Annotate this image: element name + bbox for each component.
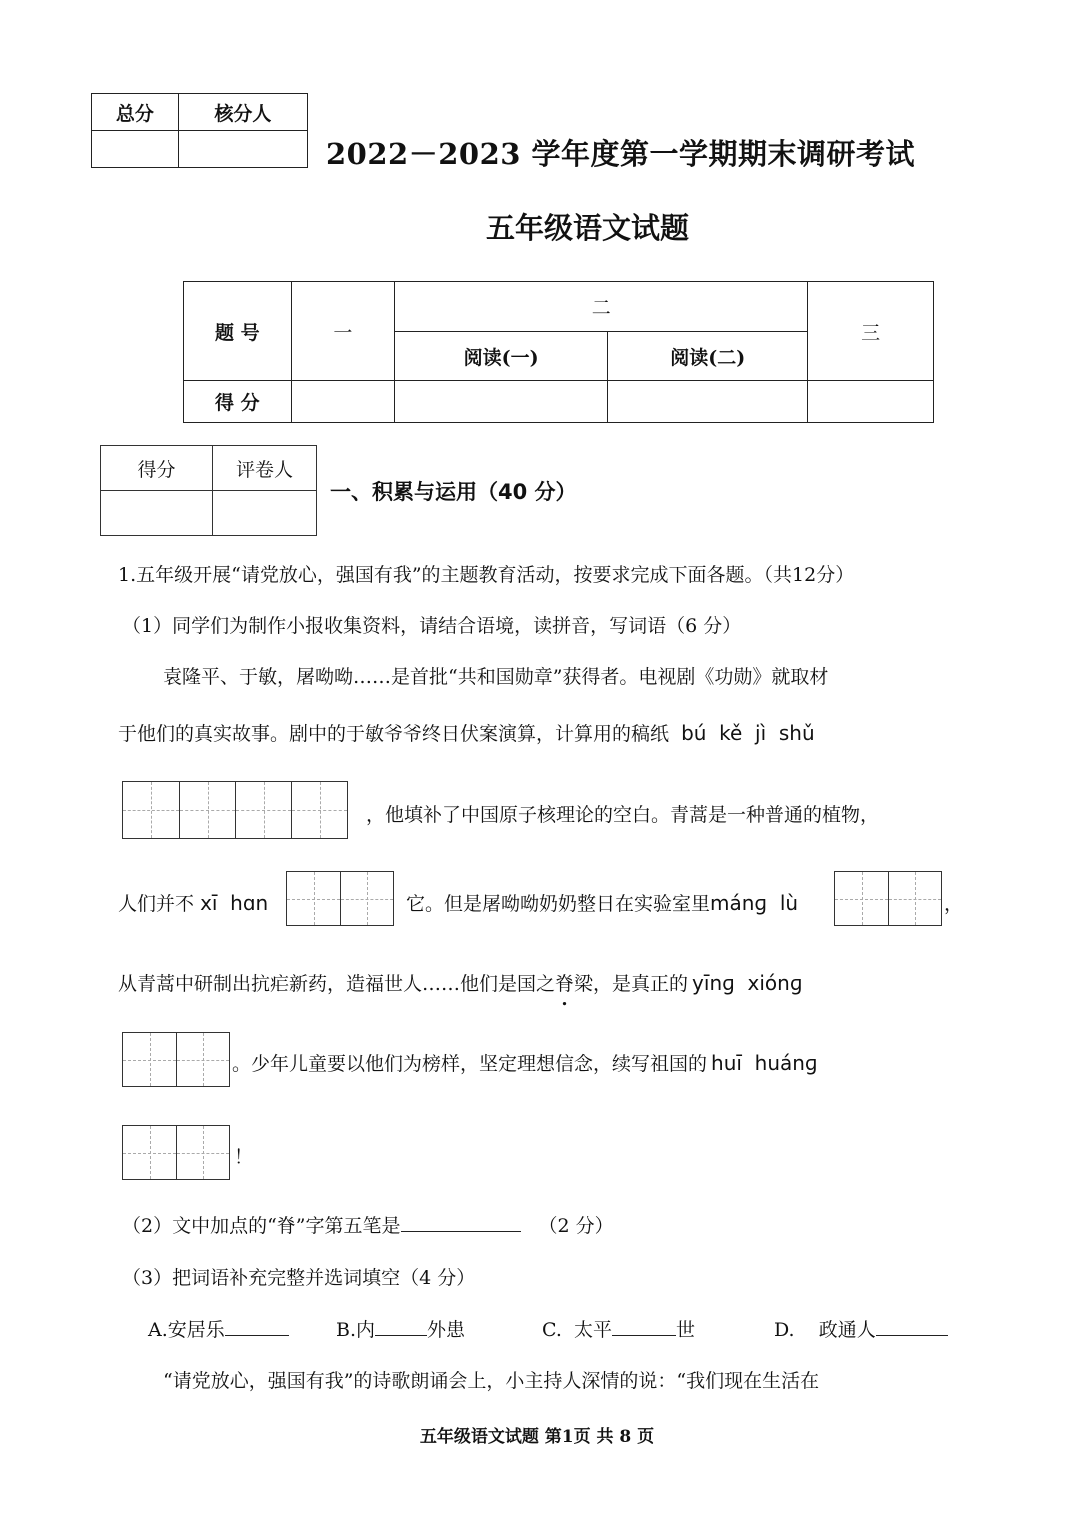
exam-subtitle: 五年级语文试题 — [486, 211, 690, 245]
grader-name-cell[interactable] — [213, 491, 317, 536]
answer-cell[interactable] — [835, 872, 888, 925]
passage-line-6 — [232, 1049, 818, 1076]
passage-line-7: ！ — [234, 1146, 254, 1168]
answer-cell[interactable] — [179, 782, 235, 838]
pinyin-xi-han: xī hɑn — [200, 891, 269, 915]
option-b — [336, 1315, 465, 1342]
answer-cell[interactable] — [176, 1033, 229, 1086]
answer-cell[interactable] — [123, 1126, 176, 1179]
answer-blank-stroke[interactable] — [401, 1213, 521, 1232]
answer-cell[interactable] — [123, 1033, 176, 1086]
score-row-label: 得 分 — [184, 381, 292, 423]
pinyin-bu-ke-ji-shu: bú kě jì shǔ — [681, 721, 815, 745]
option-d — [774, 1315, 948, 1342]
answer-cell[interactable] — [888, 872, 941, 925]
option-d-blank[interactable] — [876, 1317, 948, 1336]
grader-name-label: 评卷人 — [213, 446, 317, 491]
passage-line-5-text-b: 梁，是真正的 — [574, 973, 689, 995]
passage-line-2-text: 于他们的真实故事。剧中的于敏爷爷终日伏案演算，计算用的稿纸 — [118, 723, 670, 745]
section-one-header: 一 — [291, 282, 395, 381]
question-1-part-3: （3）把词语补充完整并选词填空（4 分） — [122, 1267, 476, 1289]
dotted-character: 脊 — [555, 973, 575, 995]
question-1-part-1: （1）同学们为制作小报收集资料，请结合语境，读拼音，写词语（6 分） — [122, 615, 742, 637]
score-checker-cell[interactable] — [178, 131, 307, 168]
total-score-table — [91, 93, 308, 168]
answer-cell[interactable] — [123, 782, 179, 838]
passage-line-3: ，他填补了中国原子核理论的空白。青蒿是一种普通的植物， — [366, 804, 880, 826]
option-c-blank[interactable] — [612, 1317, 676, 1336]
option-b-text-a: B.内 — [336, 1319, 376, 1341]
question-1-part-2-points: （2 分） — [538, 1215, 614, 1237]
answer-cell[interactable] — [235, 782, 291, 838]
answer-cell[interactable] — [176, 1126, 229, 1179]
answer-box-xi-han[interactable] — [286, 871, 394, 926]
question-1-part-2 — [122, 1211, 614, 1238]
score-checker-label: 核分人 — [178, 94, 307, 131]
option-b-blank[interactable] — [375, 1317, 427, 1336]
pinyin-ying-xiong: yīnɡ xiónɡ — [692, 971, 803, 995]
passage-line-4a-text: 人们并不 — [118, 893, 195, 915]
score-cell-reading-one[interactable] — [395, 381, 608, 423]
passage-line-4b — [406, 889, 798, 916]
passage-line-5-text-a: 从青蒿中研制出抗疟新药，造福世人……他们是国之 — [118, 973, 556, 995]
reading-one-header: 阅读(一) — [395, 332, 608, 381]
passage-line-4a — [118, 889, 268, 916]
answer-cell[interactable] — [287, 872, 340, 925]
exam-title: 2022－2023 学年度第一学期期末调研考试 — [326, 137, 916, 171]
question-1-stem: 1.五年级开展“请党放心，强国有我”的主题教育活动，按要求完成下面各题。（共12分） — [118, 564, 855, 586]
option-b-text-b: 外患 — [427, 1319, 466, 1341]
total-score-label: 总分 — [92, 94, 179, 131]
option-c-text-a: C. 太平 — [542, 1319, 612, 1341]
section-one-title: 一、积累与运用（40 分） — [330, 480, 577, 504]
passage-line-5 — [118, 969, 803, 996]
option-d-text: D. 政通人 — [774, 1319, 876, 1341]
option-a-blank[interactable] — [225, 1317, 289, 1336]
passage-line-4c: ， — [944, 893, 964, 915]
answer-box-hui-huang[interactable] — [122, 1125, 230, 1180]
passage-line-2 — [118, 719, 815, 746]
question-number-label: 题 号 — [184, 282, 292, 381]
passage-line-6-text: 。少年儿童要以他们为榜样，坚定理想信念，续写祖国的 — [232, 1053, 708, 1075]
reading-two-header: 阅读(二) — [608, 332, 808, 381]
option-a-text: A.安居乐 — [148, 1319, 225, 1341]
option-c — [542, 1315, 695, 1342]
answer-cell[interactable] — [291, 782, 347, 838]
pinyin-hui-huang: huī huánɡ — [711, 1051, 818, 1075]
score-cell-section-three[interactable] — [808, 381, 934, 423]
score-cell-reading-two[interactable] — [608, 381, 808, 423]
total-score-cell[interactable] — [92, 131, 179, 168]
score-cell-section-one[interactable] — [291, 381, 395, 423]
section-two-header: 二 — [395, 282, 808, 332]
option-a — [148, 1315, 289, 1342]
pinyin-mang-lu: mánɡ lù — [710, 891, 799, 915]
question-1-part-2-text: （2）文中加点的“脊”字第五笔是 — [122, 1215, 401, 1237]
answer-box-bu-ke-ji-shu[interactable] — [122, 781, 348, 839]
passage-line-1: 袁隆平、于敏，屠呦呦……是首批“共和国勋章”获得者。电视剧《功勋》就取材 — [163, 666, 829, 688]
answer-box-ying-xiong[interactable] — [122, 1032, 230, 1087]
grader-table — [100, 445, 317, 536]
option-c-text-b: 世 — [675, 1319, 695, 1341]
passage-line-4b-text: 它。但是屠呦呦奶奶整日在实验室里 — [406, 893, 711, 915]
answer-box-mang-lu[interactable] — [834, 871, 942, 926]
grader-score-cell[interactable] — [101, 491, 213, 536]
section-three-header: 三 — [808, 282, 934, 381]
grader-score-label: 得分 — [101, 446, 213, 491]
passage-line-8: “请党放心，强国有我”的诗歌朗诵会上，小主持人深情的说：“我们现在生活在 — [163, 1370, 820, 1392]
section-score-table — [183, 281, 934, 423]
answer-cell[interactable] — [340, 872, 393, 925]
page-footer: 五年级语文试题 第1页 共 8 页 — [419, 1427, 655, 1447]
